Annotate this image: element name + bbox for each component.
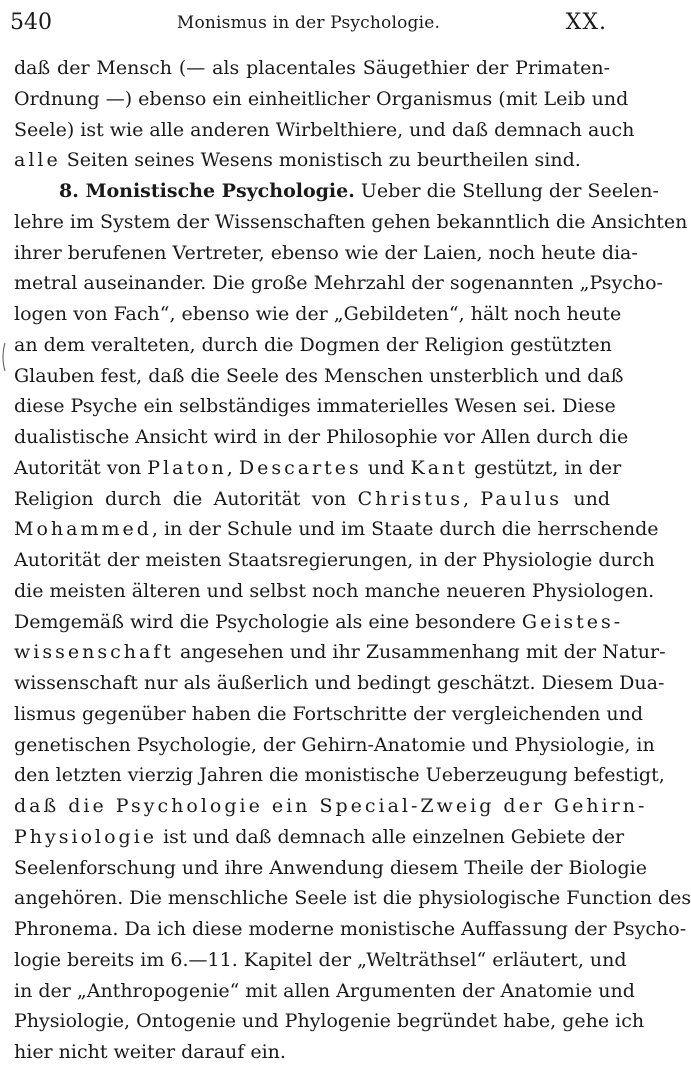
emphasized-text: Paulus [480,487,562,510]
emphasized-text: Geistes- [521,610,624,633]
text-segment: Glauben fest, daß die Seele des Menschen unsterblich und daß [14,364,624,387]
text-segment: Phronema. Da ich diese moderne monistische Auffassung der Psycho- [14,918,687,940]
text-segment: Seiten seines Wesens monistisch zu beurtheilen sind. [60,149,581,172]
text-segment: Seelenforschung und ihre Anwendung diesem Theile der Biologie [14,856,647,879]
text-segment: angesehen und ihr Zusammenhang mit der Natur- [173,641,666,664]
text-segment: , in der Schule und im Staate durch die herrschende [151,518,659,541]
page-number: 540 [10,10,52,35]
margin-bracket-mark [0,342,6,372]
text-segment: logen von Fach“, ebenso wie der „Gebildeten“, hält noch heute [14,303,622,325]
text-line [14,576,655,607]
text-segment: logie bereits im 6.—11. Kapitel der „Welträthsel“ erläutert, und [14,948,627,971]
text-segment: daß der Mensch (— als placentales Säugethier der Primaten- [14,57,610,79]
text-segment: Religion durch die Autorität von [14,487,358,510]
text-segment: angehören. Die menschliche Seele ist die physiologische Function des [14,887,691,910]
text-line [14,853,647,884]
text-segment: diese Psyche ein selbständiges immaterielles Wesen sei. Diese [14,395,616,418]
text-line [14,1006,645,1037]
text-segment: an dem veralteten, durch die Dogmen der Religion gestützten [14,333,612,356]
section-heading: 8. Monistische Psychologie. [59,180,355,202]
running-title: Monismus in der Psychologie. [176,13,441,33]
text-segment: in der „Anthropogenie“ mit allen Argumenten der Anatomie und [14,979,635,1002]
text-line [14,176,659,207]
text-line [14,453,622,484]
text-line [14,914,687,945]
text-line [14,53,610,84]
text-segment: ist und daß demnach alle einzelnen Gebiete der [157,825,625,848]
text-line [14,976,635,1007]
text-segment: die meisten älteren und selbst noch manche neueren Physiologen. [14,579,655,602]
emphasized-text: Physiologie [14,825,158,848]
emphasized-text: Platon [147,456,227,479]
text-line [14,514,659,545]
text-segment: , [226,456,239,479]
text-line [14,268,663,299]
text-line [14,145,610,176]
emphasized-text: alle [14,149,61,172]
text-segment: Autorität der meisten Staatsregierungen, in der Physiologie durch [14,549,655,571]
text-segment: metral auseinander. Die große Mehrzahl der sogenannten „Psycho- [14,272,663,295]
text-line [14,207,688,238]
text-segment: Demgemäß wird die Psychologie als eine besondere [14,610,522,633]
text-segment: Seele) ist wie alle anderen Wirbelthiere, und daß demnach auch [14,118,635,141]
text-line [14,299,622,330]
emphasized-text: Christus [357,487,463,510]
emphasized-text: Kant [410,456,468,479]
text-line [14,699,644,730]
text-line [14,668,665,699]
chapter-number: XX. [565,10,607,35]
emphasized-text: daß die Psychologie ein Special-Zweig der Gehirn- [14,795,648,817]
text-segment: ihrer berufenen Vertreter, ebenso wie der Laien, noch heute dia- [14,241,638,264]
text-line [14,115,635,146]
text-segment: , [462,487,481,510]
text-line [14,1037,610,1068]
emphasized-text: Descartes [238,456,362,479]
text-line [14,84,629,115]
text-line [14,637,666,668]
text-segment: und [361,456,411,479]
text-line [14,484,610,515]
text-line [14,760,665,791]
text-segment: Physiologie, Ontogenie und Phylogenie begründet habe, gehe ich [14,1010,645,1033]
text-segment: lismus gegenüber haben die Fortschritte der vergleichenden und [14,702,644,725]
text-line [14,791,648,822]
text-segment: wissenschaft nur als äußerlich und bedingt geschätzt. Diesem Dua- [14,672,665,694]
text-segment: und [561,487,610,510]
text-line [14,883,691,914]
text-segment: gestützt, in der [467,456,622,479]
text-segment: lehre im System der Wissenschaften gehen bekanntlich die Ansichten [14,210,688,233]
text-line [14,730,655,761]
emphasized-text: Mohammed [14,518,152,541]
text-segment: Autorität von [14,456,148,479]
body-text [14,53,691,1068]
text-line [14,361,624,392]
text-line [14,945,627,976]
text-line [14,607,624,638]
text-segment: Ordnung —) ebenso ein einheitlicher Organismus (mit Leib und [14,87,629,110]
text-line [14,545,655,576]
emphasized-text: wissenschaft [14,641,174,664]
text-line [14,391,616,422]
text-segment: Ueber die Stellung der Seelen- [354,180,659,202]
text-segment: dualistische Ansicht wird in der Philosophie vor Allen durch die [14,426,629,448]
text-segment: hier nicht weiter darauf ein. [14,1041,286,1063]
page-header [10,8,607,38]
text-segment: genetischen Psychologie, der Gehirn-Anatomie und Physiologie, in [14,733,655,756]
text-line [14,330,610,361]
text-line [14,238,638,269]
text-segment: den letzten vierzig Jahren die monistische Ueberzeugung befestigt, [14,764,665,787]
text-line [14,822,625,853]
text-line [14,422,629,453]
